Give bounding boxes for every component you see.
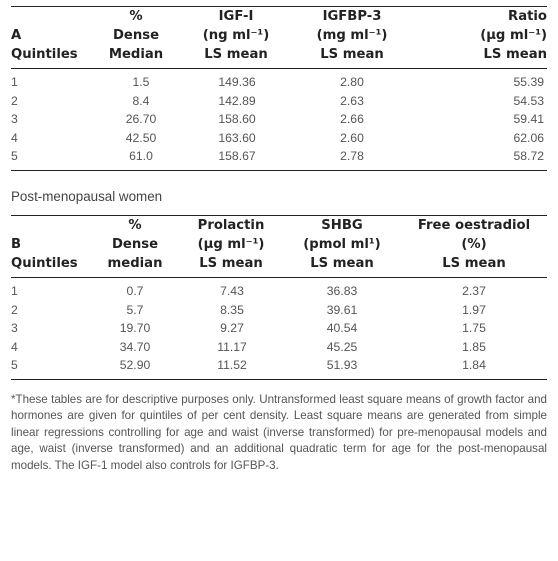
- table-cell: 42.50: [125, 130, 157, 145]
- table-row: [11, 129, 547, 148]
- header-line: Dense: [112, 28, 160, 43]
- table-row: [11, 356, 547, 379]
- header-line: B: [11, 236, 22, 252]
- table-cell: 2: [11, 93, 18, 108]
- table-a-header-dense: [91, 7, 181, 69]
- table-a: [11, 6, 547, 171]
- header-line: LS mean: [204, 47, 268, 62]
- header-line: IGF-I: [218, 9, 254, 24]
- table-cell: 1.5: [132, 75, 150, 89]
- table-cell: 2.66: [340, 112, 364, 127]
- table-row: [11, 319, 547, 338]
- table-cell: 5: [11, 149, 18, 164]
- table-cell: 36.83: [326, 283, 358, 298]
- table-cell: 1.85: [462, 339, 486, 354]
- table-cell: 1: [11, 75, 18, 89]
- table-cell: 51.93: [326, 358, 358, 373]
- table-cell: 9.27: [220, 321, 244, 336]
- table-cell: 4: [11, 130, 18, 145]
- table-row: [11, 338, 547, 357]
- header-line: (μg ml⁻¹): [480, 28, 547, 43]
- header-line: Free oestradiol: [417, 217, 531, 233]
- table-cell: 2.80: [340, 75, 364, 89]
- header-line: median: [107, 255, 163, 271]
- table-b-header-prolactin: [179, 215, 283, 277]
- header-line: LS mean: [310, 255, 374, 271]
- header-line: LS mean: [483, 47, 547, 62]
- table-b-header-row: [11, 215, 547, 277]
- table-cell: 158.67: [218, 149, 256, 164]
- table-cell: 8.4: [132, 93, 150, 108]
- table-a-header-igfbp3: [291, 7, 413, 69]
- header-line: Quintiles: [11, 47, 78, 62]
- header-line: Quintiles: [11, 255, 78, 271]
- section-title: Post-menopausal women: [11, 188, 163, 204]
- table-row: [11, 301, 547, 320]
- header-line: (mg ml⁻¹): [316, 28, 388, 43]
- table-cell: 11.17: [217, 339, 247, 354]
- table-cell: 8.35: [220, 302, 244, 317]
- header-line: IGFBP-3: [322, 9, 382, 24]
- document-page: [11, 6, 547, 474]
- table-cell: 149.36: [218, 75, 256, 89]
- table-cell: 34.70: [119, 339, 151, 354]
- table-footnote: *These tables are for descriptive purposes only. Untransformed least square means of growth factor and hormones are given for quintiles of per cent density. Least square means are generated from simple linear regressions controlling for age and waist (inverse transformed) for pre-menopausal models and age, waist (inverse transformed) and an additional quadratic term for age for the post-menopausal models. The IGF-1 model also controls for IGFBP-3.: [11, 392, 547, 472]
- table-a-header-quintiles: [11, 7, 91, 69]
- table-cell: 55.39: [513, 75, 544, 89]
- table-cell: 3: [11, 321, 18, 336]
- header-line: (pmol ml¹): [303, 236, 381, 252]
- table-b: [11, 215, 547, 380]
- table-cell: 39.61: [326, 302, 358, 317]
- table-cell: 40.54: [326, 321, 358, 336]
- table-cell: 59.41: [513, 112, 544, 127]
- table-b-header-free-oestradiol: [401, 215, 547, 277]
- table-row: [11, 92, 547, 111]
- header-line: (μg ml⁻¹): [197, 236, 265, 252]
- table-cell: 58.72: [513, 149, 544, 164]
- table-cell: 45.25: [326, 339, 358, 354]
- table-row: [11, 277, 547, 300]
- table-b-header-dense: [91, 215, 179, 277]
- header-line: Ratio: [508, 9, 547, 24]
- table-row: [11, 147, 547, 170]
- table-cell: 2.37: [462, 283, 486, 298]
- table-b-header-shbg: [283, 215, 401, 277]
- header-line: (ng ml⁻¹): [202, 28, 270, 43]
- table-cell: 142.89: [218, 93, 256, 108]
- table-cell: 1.97: [462, 302, 486, 317]
- table-cell: 158.60: [218, 112, 256, 127]
- table-cell: 1: [11, 283, 18, 298]
- header-line: LS mean: [199, 255, 263, 271]
- table-cell: 2: [11, 302, 18, 317]
- header-line: (%): [461, 236, 487, 252]
- header-line: A: [11, 28, 22, 43]
- table-cell: 7.43: [220, 283, 244, 298]
- table-cell: 3: [11, 112, 18, 127]
- header-line: Prolactin: [197, 217, 265, 233]
- header-line: LS mean: [442, 255, 506, 271]
- header-line: LS mean: [320, 47, 384, 62]
- table-row: [11, 110, 547, 129]
- table-cell: 19.70: [119, 321, 151, 336]
- table-cell: 2.63: [340, 93, 364, 108]
- header-line: Median: [108, 47, 164, 62]
- table-cell: 61.0: [129, 149, 153, 164]
- header-line: SHBG: [321, 217, 363, 233]
- table-cell: 163.60: [218, 130, 256, 145]
- table-cell: 1.84: [462, 358, 486, 373]
- table-cell: 5: [11, 358, 18, 373]
- table-cell: 54.53: [513, 93, 544, 108]
- header-line: Dense: [111, 236, 159, 252]
- table-cell: 2.60: [340, 130, 364, 145]
- header-line: %: [128, 217, 142, 233]
- table-b-header-quintiles: [11, 215, 91, 277]
- table-row: [11, 69, 547, 92]
- table-cell: 2.78: [340, 149, 364, 164]
- table-cell: 5.7: [126, 302, 144, 317]
- table-a-header-ratio: [413, 7, 547, 69]
- table-cell: 62.06: [513, 130, 544, 145]
- table-cell: 4: [11, 339, 18, 354]
- table-cell: 0.7: [126, 283, 144, 298]
- table-a-header-igf1: [181, 7, 291, 69]
- table-cell: 1.75: [462, 321, 486, 336]
- table-cell: 11.52: [217, 358, 247, 373]
- table-cell: 52.90: [119, 358, 151, 373]
- table-cell: 26.70: [125, 112, 157, 127]
- table-a-header-row: [11, 7, 547, 69]
- header-line: %: [129, 9, 143, 24]
